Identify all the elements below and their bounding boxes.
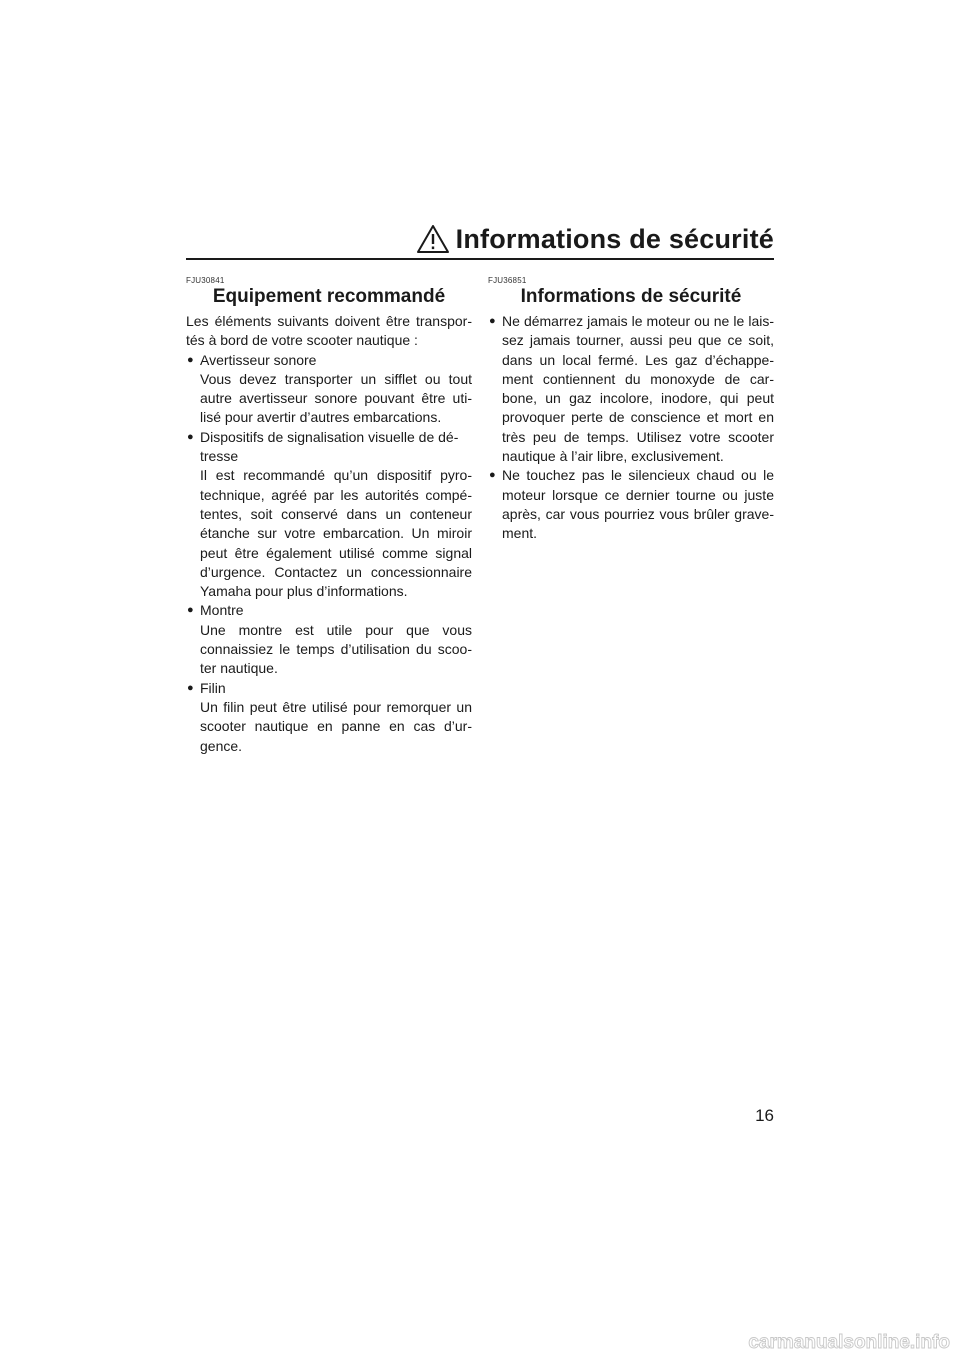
list-item (186, 679, 472, 756)
watermark-text: carmanualsonline.info (748, 1332, 950, 1353)
item-description: Vous devez transporter un sifflet ou tout autre avertisseur sonore pouvant être uti-lisé pour avertir d’autres embarcations. (200, 370, 472, 426)
item-description: Il est recommandé qu’un dispositif pyro-technique, agréé par les autorités compé-tentes, soit conservé dans un conteneur étanche sur votre embarcation. Un miroir peut être également utilisé comme signal d’urgence. Contactez un concessionnaire Yamaha pour plus d’informations. (200, 467, 472, 600)
section-code: FJU36851 (488, 276, 527, 285)
list-item (186, 351, 472, 428)
page-number: 16 (755, 1106, 774, 1125)
safety-list (488, 312, 774, 544)
section-code: FJU30841 (186, 276, 225, 285)
bullet-icon: ● (489, 469, 496, 482)
list-item (186, 428, 472, 602)
left-column (186, 276, 472, 756)
page-header (186, 222, 774, 256)
watermark-logo (716, 1328, 952, 1354)
item-title: Filin (200, 679, 226, 696)
item-description: Un filin peut être utilisé pour remorquer un scooter nautique en panne en cas d’ur-gence. (200, 698, 472, 754)
intro-paragraph: Les éléments suivants doivent être transpor-tés à bord de votre scooter nautique : (186, 313, 472, 349)
page-title: Informations de sécurité (455, 224, 774, 254)
item-title: Avertisseur sonore (200, 351, 317, 368)
section-title-safety: Informations de sécurité (520, 286, 742, 307)
list-item (488, 312, 774, 466)
bullet-icon: ● (187, 681, 194, 694)
list-item (186, 601, 472, 678)
list-item (488, 466, 774, 543)
header-divider (186, 258, 774, 260)
equipment-list (186, 351, 472, 756)
bullet-icon: ● (187, 353, 194, 366)
item-title: Montre (200, 602, 244, 619)
right-column (488, 276, 774, 544)
bullet-icon: ● (187, 430, 194, 443)
bullet-icon: ● (489, 315, 496, 327)
item-description: Une montre est utile pour que vous connaissiez le temps d’utilisation du scoo-ter nautique. (200, 621, 472, 677)
item-text: Ne touchez pas le silencieux chaud ou le moteur lorsque ce dernier tourne ou juste après, car vous pourriez vous brûler grave-ment. (502, 467, 774, 542)
bullet-icon: ● (187, 604, 194, 617)
section-title-equipment: Equipement recommandé (212, 286, 446, 307)
item-title: Dispositifs de signalisation visuelle de dé-tresse (200, 428, 459, 465)
item-text: Ne démarrez jamais le moteur ou ne le lais-sez jamais tourner, aussi peu que ce soit, dans un local fermé. Les gaz d’échappe-ment contiennent du monoxyde de car-bone, un gaz incolore, inodore, qui peut provoquer perte de conscience et mort en très peu de temps. Utilisez votre scooter nautique à l’air libre, exclusivement. (502, 313, 774, 465)
warning-triangle-icon (416, 224, 450, 254)
